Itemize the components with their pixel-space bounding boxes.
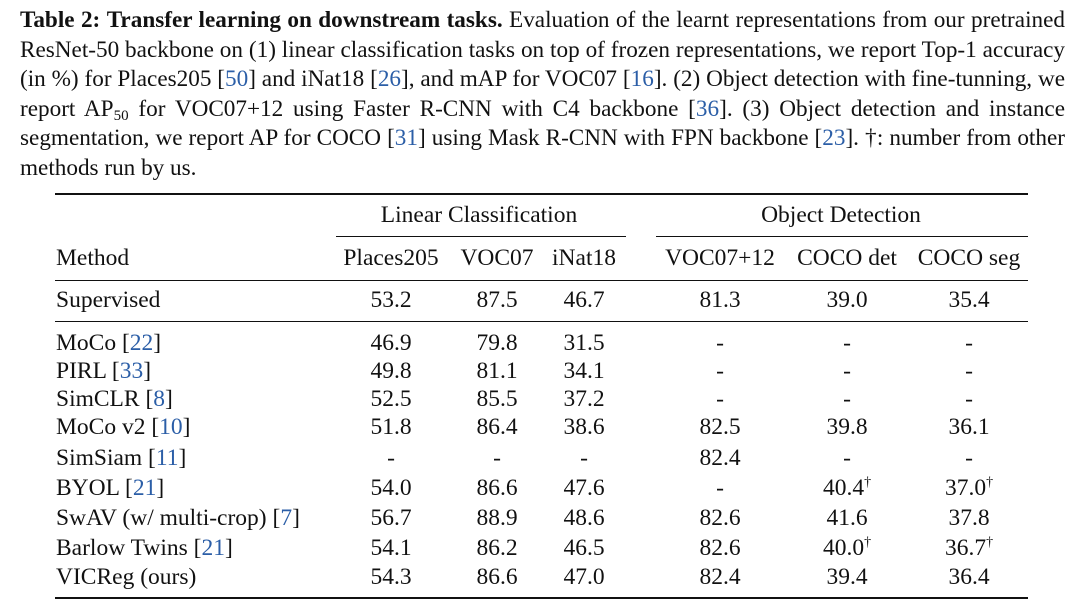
cell-value: 52.5 bbox=[370, 386, 412, 412]
cell-value: 82.4 bbox=[699, 445, 741, 471]
method-name bbox=[56, 357, 151, 385]
cell-value: 37.2 bbox=[563, 386, 605, 412]
cell-value: 82.6 bbox=[699, 535, 741, 561]
cell-value: - bbox=[387, 445, 395, 471]
column-header-inat18: iNat18 bbox=[552, 245, 616, 271]
cell-value: 37.0 bbox=[944, 475, 987, 501]
method-label: Barlow Twins [ bbox=[56, 535, 202, 561]
cell-value: 35.4 bbox=[948, 287, 990, 313]
table-cell bbox=[716, 357, 724, 385]
method-label: SwAV (w/ multi-crop) [ bbox=[56, 505, 281, 531]
table-cell bbox=[965, 444, 973, 472]
dagger-mark: † bbox=[986, 535, 994, 550]
table-cell bbox=[563, 385, 604, 413]
cell-value: 86.4 bbox=[476, 414, 518, 440]
cell-value: 40.0 bbox=[822, 535, 865, 561]
cell-value: 82.5 bbox=[699, 414, 741, 440]
cell-value: 82.4 bbox=[699, 564, 741, 590]
caption-text: ]. †: number from other methods run by us. bbox=[20, 125, 1065, 181]
cell-value: - bbox=[716, 330, 724, 356]
method-label: SimSiam [ bbox=[56, 445, 156, 471]
citation-link[interactable]: 21 bbox=[132, 475, 157, 501]
table-cell bbox=[476, 286, 517, 314]
cell-value: 36.1 bbox=[948, 414, 990, 440]
cell-value: 54.0 bbox=[370, 475, 412, 501]
table-cell bbox=[945, 474, 993, 502]
table-cell bbox=[370, 286, 411, 314]
cell-value: 38.6 bbox=[563, 414, 605, 440]
column-header-places205: Places205 bbox=[343, 245, 439, 271]
caption-text: for VOC07+12 using Faster R-CNN with C4 backbone [ bbox=[128, 95, 696, 122]
cell-value: 39.4 bbox=[826, 564, 868, 590]
citation-bracket: ] bbox=[178, 445, 187, 471]
citation-bracket: ] bbox=[165, 386, 173, 412]
table-cell bbox=[580, 444, 588, 472]
method-name bbox=[56, 329, 161, 357]
cell-value: 34.1 bbox=[563, 358, 605, 384]
citation-link[interactable]: 16 bbox=[630, 66, 654, 92]
table-cell bbox=[476, 563, 517, 591]
cell-value: 46.7 bbox=[563, 287, 605, 313]
citation-link[interactable]: 21 bbox=[201, 535, 225, 561]
cell-value: - bbox=[843, 386, 851, 412]
citation-link[interactable]: 11 bbox=[155, 445, 179, 471]
cell-value: - bbox=[843, 330, 851, 356]
column-header-coco-seg: COCO seg bbox=[917, 245, 1021, 271]
cell-value: 40.4 bbox=[822, 475, 865, 501]
table-cell bbox=[563, 329, 604, 357]
table-cell bbox=[826, 413, 867, 441]
table-cell bbox=[826, 563, 867, 591]
cell-value: 46.5 bbox=[563, 535, 605, 561]
cell-value: 53.2 bbox=[370, 287, 412, 313]
cell-value: 88.9 bbox=[476, 505, 518, 531]
method-label: SimCLR [ bbox=[56, 386, 154, 412]
method-header: Method bbox=[56, 245, 130, 271]
citation-link[interactable]: 33 bbox=[119, 358, 144, 384]
table-cell bbox=[370, 329, 411, 357]
group-rule-detection bbox=[656, 236, 1028, 237]
cell-value: 47.6 bbox=[563, 475, 605, 501]
cell-value: 41.6 bbox=[826, 505, 868, 531]
method-label: VICReg (ours) bbox=[56, 564, 197, 590]
cell-value: 54.3 bbox=[370, 564, 412, 590]
caption-text: ]. (3) Object detection and instance segmentation, we report AP for COCO [ bbox=[20, 95, 1066, 151]
cell-value: 79.8 bbox=[476, 330, 518, 356]
cell-value: 47.0 bbox=[563, 564, 605, 590]
table-cell bbox=[563, 504, 604, 532]
cell-value: - bbox=[580, 445, 588, 471]
citation-link[interactable]: 50 bbox=[225, 66, 249, 92]
caption-text: ] and iNat18 [ bbox=[248, 66, 378, 92]
caption-text: ] using Mask R-CNN with FPN backbone [ bbox=[417, 125, 823, 151]
supervised-rule bbox=[55, 321, 1028, 322]
ap-subscript: 50 bbox=[113, 107, 129, 124]
table-cell bbox=[826, 504, 867, 532]
method-name bbox=[56, 385, 173, 413]
citation-bracket: ] bbox=[224, 535, 233, 561]
table-cell bbox=[699, 413, 740, 441]
cell-value: - bbox=[843, 358, 851, 384]
top-rule bbox=[55, 193, 1028, 195]
cell-value: - bbox=[965, 445, 973, 471]
caption-text: ], and mAP for VOC07 [ bbox=[401, 66, 631, 92]
cell-value: 81.3 bbox=[699, 287, 741, 313]
cell-value: - bbox=[493, 445, 501, 471]
dagger-mark: † bbox=[864, 535, 872, 550]
table-cell bbox=[387, 444, 395, 472]
column-header-voc0712: VOC07+12 bbox=[665, 245, 775, 271]
table-cell bbox=[563, 357, 604, 385]
table-cell bbox=[370, 385, 411, 413]
citation-link[interactable]: 10 bbox=[159, 414, 183, 440]
method-label: Supervised bbox=[56, 287, 161, 313]
cell-value: 49.8 bbox=[370, 358, 412, 384]
cell-value: 31.5 bbox=[563, 330, 605, 356]
table-cell bbox=[476, 534, 517, 562]
table-cell bbox=[716, 474, 724, 502]
dagger-mark: † bbox=[864, 475, 872, 490]
cell-value: 37.8 bbox=[948, 505, 990, 531]
cell-value: 36.7 bbox=[944, 535, 987, 561]
cell-value: - bbox=[965, 330, 973, 356]
citation-bracket: ] bbox=[153, 330, 162, 356]
group-rule-linear bbox=[336, 236, 626, 237]
header-rule bbox=[55, 280, 1028, 281]
table-cell bbox=[948, 563, 989, 591]
column-header-voc07: VOC07 bbox=[460, 245, 534, 271]
cell-value: 81.1 bbox=[476, 358, 518, 384]
cell-value: 36.4 bbox=[948, 564, 990, 590]
table-cell bbox=[823, 474, 871, 502]
table-cell bbox=[716, 385, 724, 413]
caption-label: Table 2: bbox=[20, 7, 101, 33]
table-cell bbox=[699, 534, 740, 562]
method-name bbox=[56, 563, 196, 591]
citation-bracket: ] bbox=[182, 414, 191, 440]
table-cell bbox=[370, 474, 411, 502]
cell-value: - bbox=[716, 386, 724, 412]
group-header-detection: Object Detection bbox=[761, 202, 921, 228]
cell-value: 48.6 bbox=[563, 505, 605, 531]
table-cell bbox=[965, 385, 973, 413]
table-cell bbox=[563, 534, 604, 562]
caption-text: ]. (2) Object detection with fine-tunning, we report AP bbox=[20, 66, 1065, 122]
table-cell bbox=[843, 357, 851, 385]
method-name bbox=[56, 444, 186, 472]
table-cell bbox=[563, 413, 604, 441]
cell-value: - bbox=[965, 358, 973, 384]
table-cell bbox=[699, 563, 740, 591]
table-cell bbox=[563, 563, 604, 591]
cell-value: 56.7 bbox=[370, 505, 412, 531]
table-cell bbox=[476, 329, 517, 357]
table-cell bbox=[843, 444, 851, 472]
cell-value: - bbox=[716, 475, 724, 501]
group-header-linear: Linear Classification bbox=[380, 202, 578, 228]
column-header-coco-det: COCO det bbox=[797, 245, 897, 271]
method-label: PIRL [ bbox=[56, 358, 120, 384]
cell-value: 86.6 bbox=[476, 564, 518, 590]
method-name bbox=[56, 474, 164, 502]
method-label: BYOL [ bbox=[56, 475, 133, 501]
table-cell bbox=[563, 286, 604, 314]
method-name bbox=[56, 504, 300, 532]
method-name bbox=[56, 286, 160, 314]
table-cell bbox=[948, 413, 989, 441]
table-cell bbox=[699, 444, 740, 472]
cell-value: 87.5 bbox=[476, 287, 518, 313]
table-cell bbox=[699, 504, 740, 532]
citation-link[interactable]: 8 bbox=[153, 386, 166, 412]
cell-value: 82.6 bbox=[699, 505, 741, 531]
table-cell bbox=[476, 504, 517, 532]
citation-bracket: ] bbox=[292, 505, 300, 531]
cell-value: 39.8 bbox=[826, 414, 868, 440]
table-cell bbox=[843, 385, 851, 413]
table-cell bbox=[563, 474, 604, 502]
dagger-mark: † bbox=[986, 475, 994, 490]
citation-link[interactable]: 7 bbox=[280, 505, 293, 531]
method-label: MoCo v2 [ bbox=[56, 414, 160, 440]
table-cell bbox=[948, 286, 989, 314]
table-cell bbox=[948, 504, 989, 532]
table-cell bbox=[826, 286, 867, 314]
caption-text: Evaluation of the learnt representations from our pretrained ResNet-50 backbone on (1) linear classification tasks on top of frozen representations, we report Top-1 accuracy (in %) for Places205 [ bbox=[20, 7, 1065, 92]
citation-bracket: ] bbox=[156, 475, 165, 501]
cell-value: 85.5 bbox=[476, 386, 518, 412]
citation-link[interactable]: 31 bbox=[394, 125, 418, 151]
table-cell bbox=[965, 329, 973, 357]
cell-value: 39.0 bbox=[826, 287, 868, 313]
citation-link[interactable]: 36 bbox=[695, 95, 720, 122]
cell-value: 86.2 bbox=[476, 535, 518, 561]
table-cell bbox=[843, 329, 851, 357]
cell-value: - bbox=[965, 386, 973, 412]
table-cell bbox=[476, 357, 517, 385]
citation-link[interactable]: 22 bbox=[129, 330, 154, 356]
citation-bracket: ] bbox=[143, 358, 152, 384]
table-cell bbox=[476, 385, 517, 413]
table-cell bbox=[493, 444, 501, 472]
table-cell bbox=[716, 329, 724, 357]
bottom-rule bbox=[55, 597, 1028, 599]
table-cell bbox=[945, 534, 993, 562]
citation-link[interactable]: 26 bbox=[377, 66, 402, 92]
method-label: MoCo [ bbox=[56, 330, 130, 356]
citation-link[interactable]: 23 bbox=[822, 125, 846, 151]
table-cell bbox=[370, 357, 411, 385]
cell-value: 51.8 bbox=[370, 414, 412, 440]
table-cell bbox=[370, 534, 411, 562]
table-cell bbox=[370, 563, 411, 591]
cell-value: - bbox=[843, 445, 851, 471]
caption-title: Transfer learning on downstream tasks. bbox=[106, 7, 503, 33]
table-cell bbox=[965, 357, 973, 385]
cell-value: 46.9 bbox=[370, 330, 412, 356]
cell-value: 86.6 bbox=[476, 475, 518, 501]
table-cell bbox=[476, 474, 517, 502]
table-cell bbox=[370, 413, 411, 441]
table-cell bbox=[476, 413, 517, 441]
method-name bbox=[56, 534, 233, 562]
table-cell bbox=[370, 504, 411, 532]
method-name bbox=[56, 413, 190, 441]
table-cell bbox=[699, 286, 740, 314]
cell-value: 54.1 bbox=[370, 535, 412, 561]
table-cell bbox=[823, 534, 871, 562]
cell-value: - bbox=[716, 358, 724, 384]
